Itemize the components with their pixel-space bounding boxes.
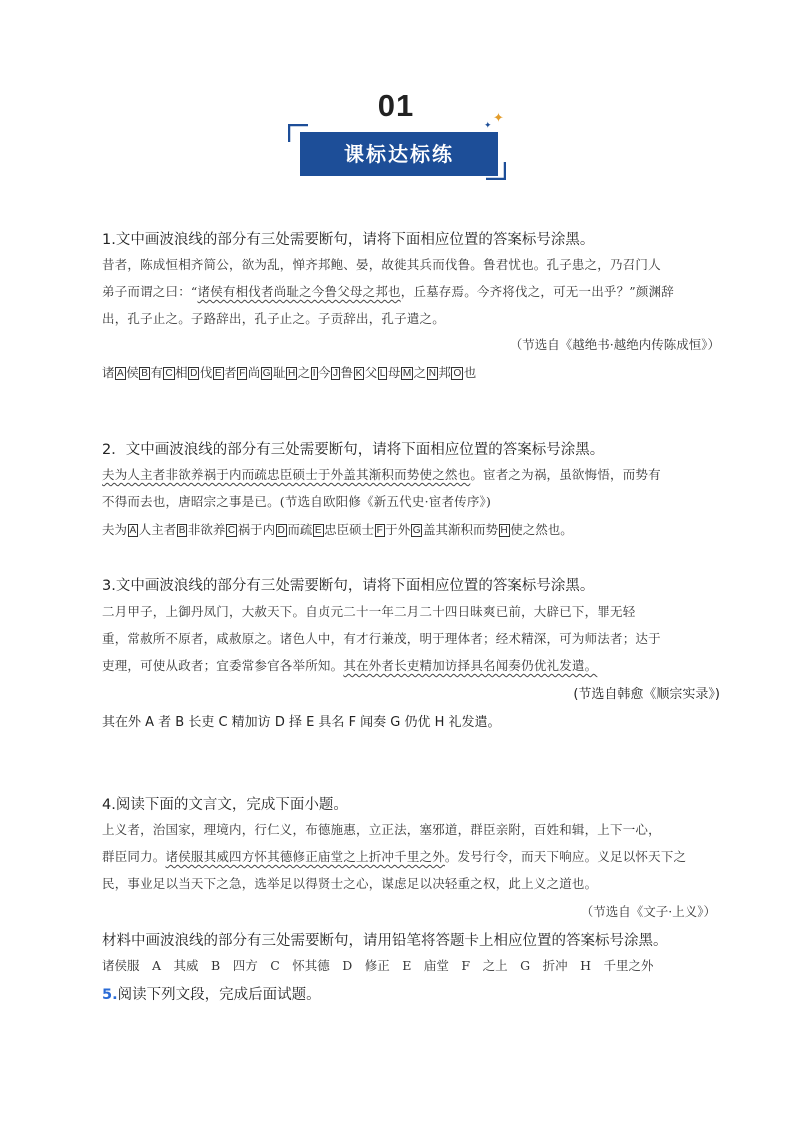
q2-answer-box-a[interactable]: A [129,525,137,536]
q1-option-text: 之 [297,365,311,380]
q1-answer-box-a[interactable]: A [117,368,124,379]
q1-option-text: 者 [224,365,237,380]
q1-answer-box-c[interactable]: C [165,368,173,379]
q2-option-text: 盖其渐积而势 [422,522,498,537]
q4-prompt: 4.阅读下面的文言文，完成下面小题。 [102,797,348,813]
q2-option-text: 而疏 [287,522,313,537]
q1-answer-box-g[interactable]: G [262,368,271,379]
sparkle-icon: ✦ [493,111,504,126]
q4-options: 诸侯服 A 其威 B 四方 C 怀其德 D 修正 E 庙堂 F 之上 G 折冲 H 千里之外 [102,958,654,973]
q1-option-text: 侯 [126,365,139,380]
q5-prompt: 5.阅读下列文段，完成后面试题。 [102,987,321,1003]
q2-option-text: 夫为 [102,522,128,537]
q1-option-text: 伐 [199,365,213,380]
q4-wavy-segment: 诸侯服其威四方怀其德修正庙堂之上折冲千里之外 [165,849,445,864]
q2-wavy-segment: 夫为人主者非欲养祸于内而疏忠臣硕士于外盖其渐积而势使之然也 [102,467,471,482]
q2-option-text: 非欲养 [187,522,226,537]
q2-option-text: 祸于内 [237,522,276,537]
section-number: 01 [377,88,415,123]
q2-answer-box-h[interactable]: H [500,525,508,536]
q3-passage-line: 重，常赦所不原者，咸赦原之。诸色人中，有才行兼茂，明于理体者；经术精深，可为师法者；达于 [102,631,661,646]
q1-answer-box-h[interactable]: H [288,368,296,379]
q2-option-text: 于外 [385,522,411,537]
q1-source: （节选自《越绝书·越绝内传陈成恒》） [509,337,720,352]
q1-option-text: 今 [318,365,331,380]
q2-option-text: 使之然也。 [510,522,573,537]
q3-options: 其在外 A 者 B 长吏 C 精加访 D 择 E 具名 F 闻奏 G 仍优 H 礼发遣。 [102,715,501,730]
q1-options [102,363,476,381]
q4-passage-line: 民，事业足以当天下之急，选举足以得贤士之心，谋虑足以决轻重之权，此上义之道也。 [102,876,598,891]
q3-passage-line: 吏理，可使从政者；宜委常参官各举所知。其在外者长吏精加访择具名闻奏仍优礼发遣。 [102,658,598,673]
q1-answer-box-d[interactable]: D [190,368,198,379]
q1-answer-box-b[interactable]: B [141,368,148,379]
q1-option-text: 相 [175,365,188,380]
q1-answer-box-i[interactable]: I [312,368,316,379]
q2-answer-box-d[interactable]: D [277,525,285,536]
q1-answer-box-n[interactable]: N [428,368,436,379]
q1-option-text: 邦 [438,365,451,380]
q2-answer-box-f[interactable]: F [376,525,383,536]
section-title-badge: 课标达标练 [300,132,498,176]
q3-wavy-segment: 其在外者长吏精加访择具名闻奏仍优礼发遣。 [343,658,598,673]
q3-prompt: 3.文中画波浪线的部分有三处需要断句，请将下面相应位置的答案标号涂黑。 [102,578,595,594]
q3-passage-line: 二月甲子，上御丹凤门，大赦天下。自贞元二十一年二月二十四日昧爽已前，大辟已下，罪无轻 [102,604,636,619]
q3-source: (节选自韩愈《顺宗实录》) [573,687,720,702]
q4-sub-prompt: 材料中画波浪线的部分有三处需要断句，请用铅笔将答题卡上相应位置的答案标号涂黑。 [102,933,668,949]
q4-source: （节选自《文子·上义》） [580,904,716,919]
q1-passage-line: 弟子而谓之曰：“诸侯有相伐者尚耻之今鲁父母之邦也，丘墓存焉。今齐将伐之，可无一出乎？”颜渊辞 [102,284,674,299]
q4-passage-line: 上义者，治国家，理境内，行仁义，布德施惠，立正法，塞邪道，群臣亲附，百姓和辑，上下一心， [102,822,661,837]
q1-option-text: 鲁 [340,365,354,380]
q1-option-text: 尚 [247,365,261,380]
q1-answer-box-m[interactable]: M [402,368,412,379]
q1-prompt: 1.文中画波浪线的部分有三处需要断句，请将下面相应位置的答案标号涂黑。 [102,232,595,248]
q1-answer-box-f[interactable]: F [239,368,246,379]
q1-option-text: 母 [387,365,401,380]
q2-answer-box-c[interactable]: C [227,525,236,536]
q2-passage-line: 不得而去也，唐昭宗之事是已。(节选自欧阳修《新五代史·宦者传序》) [102,494,492,509]
q2-prompt: 2．文中画波浪线的部分有三处需要断句，请将下面相应位置的答案标号涂黑。 [102,442,605,458]
q2-options [102,520,573,538]
q2-option-text: 忠臣硕士 [324,522,375,537]
q1-wavy-segment: 诸侯有相伐者尚耻之今鲁父母之邦也 [197,284,401,299]
q1-option-text: 耻 [272,365,286,380]
q1-answer-box-j[interactable]: J [333,368,339,379]
q1-option-text: 也 [463,365,477,380]
q1-answer-box-o[interactable]: O [453,368,462,379]
q1-passage-line: 昔者，陈成恒相齐简公，欲为乱，惮齐邦鲍、晏，故徙其兵而伐鲁。鲁君忧也。孔子患之，乃召门人 [102,257,661,272]
q2-option-text: 人主者 [138,522,177,537]
q1-answer-box-e[interactable]: E [214,368,222,379]
q2-answer-box-b[interactable]: B [178,525,186,536]
q5-number: 5. [102,987,118,1003]
q1-answer-box-l[interactable]: L [379,368,386,379]
q1-answer-box-k[interactable]: K [355,368,363,379]
sparkle-icon: ✦ [484,121,492,131]
q2-answer-box-g[interactable]: G [412,525,421,536]
q1-option-text: 之 [413,365,427,380]
q2-passage-line: 夫为人主者非欲养祸于内而疏忠臣硕士于外盖其渐积而势使之然也。宦者之为祸，虽欲悔悟，而势有 [102,467,661,482]
q2-answer-box-e[interactable]: E [314,525,322,536]
q1-passage-line: 出，孔子止之。子路辞出，孔子止之。子贡辞出，孔子遣之。 [102,311,445,326]
q1-option-text: 父 [364,365,378,380]
q4-passage-line: 群臣同力。诸侯服其威四方怀其德修正庙堂之上折冲千里之外。发号行令，而天下响应。义足以怀天下之 [102,849,687,864]
q1-option-text: 有 [150,365,163,380]
q1-option-text: 诸 [102,365,115,380]
